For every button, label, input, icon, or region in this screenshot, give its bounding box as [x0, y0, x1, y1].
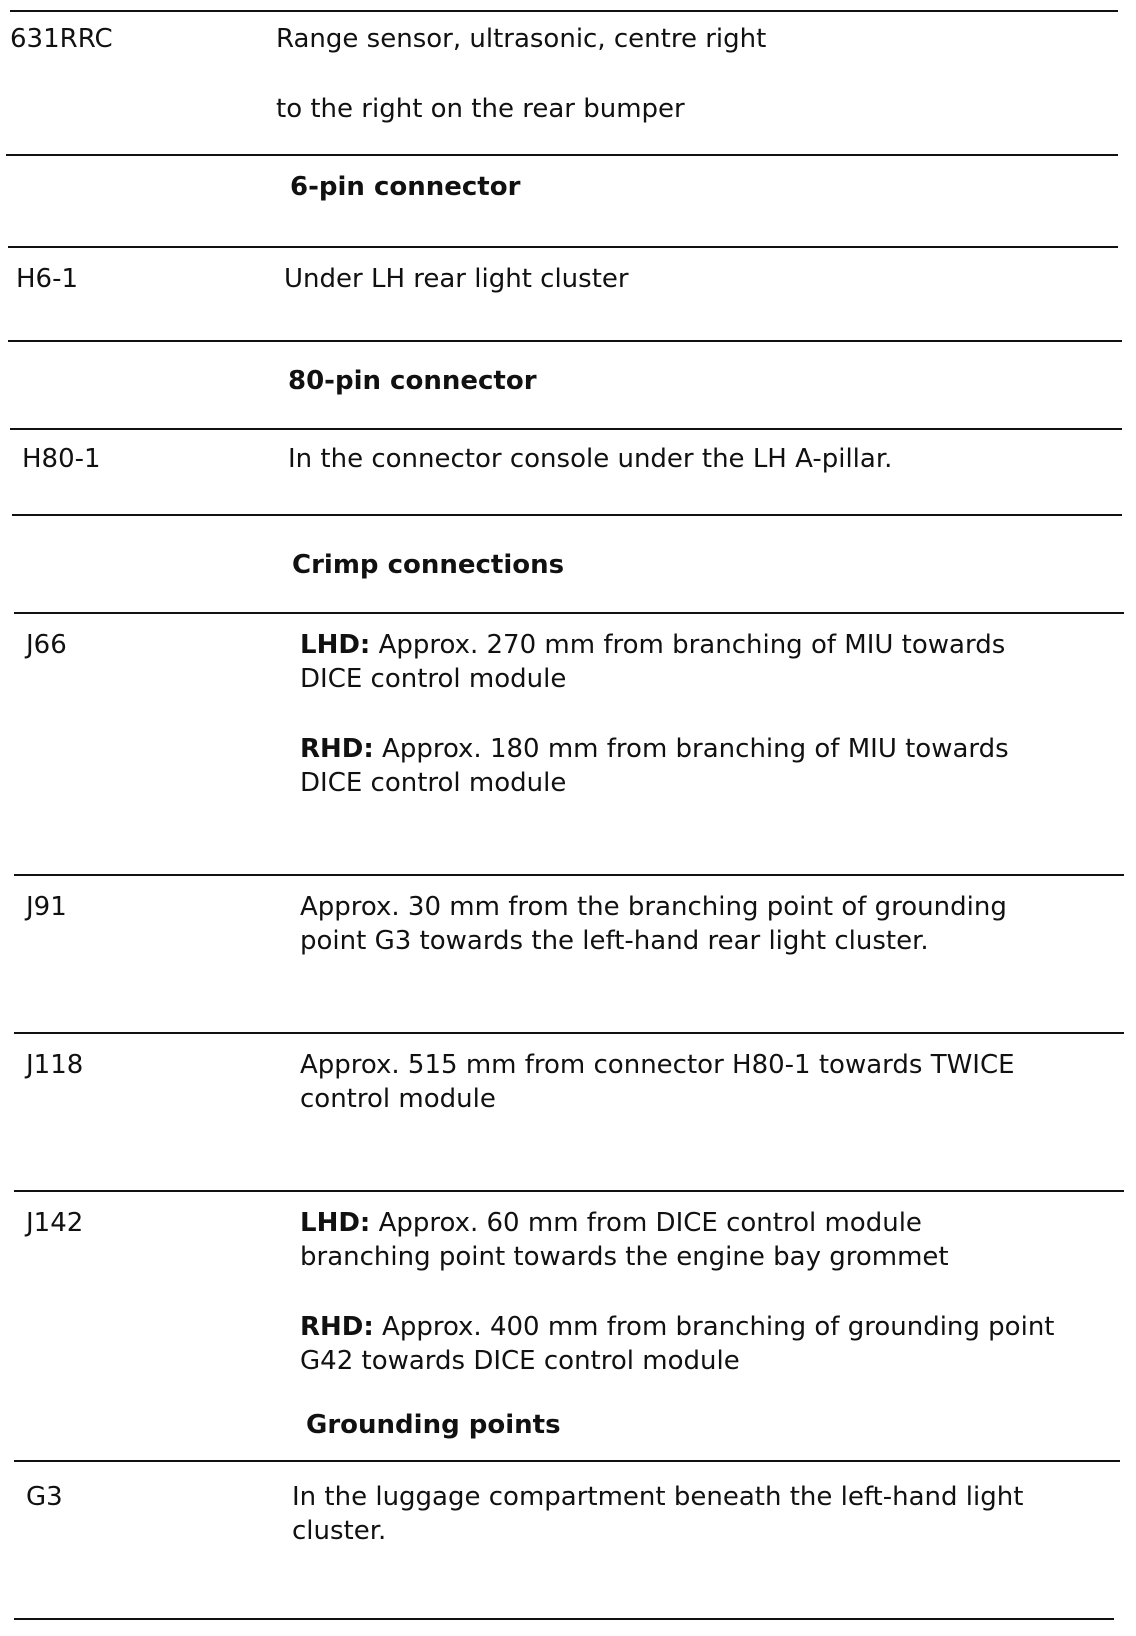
row-divider: [8, 340, 1122, 342]
ground-location: In the luggage compartment beneath the left-hand light: [292, 1482, 1024, 1512]
ground-location-cont: cluster.: [292, 1516, 387, 1546]
lhd-text: Approx. 60 mm from DICE control module: [370, 1208, 922, 1238]
rhd-label: RHD:: [300, 734, 374, 764]
connector-location: In the connector console under the LH A-pillar.: [288, 444, 893, 474]
rhd-text: Approx. 400 mm from branching of grounding point: [373, 1312, 1055, 1342]
row-divider: [10, 428, 1122, 430]
crimp-location-rhd-cont: G42 towards DICE control module: [300, 1346, 740, 1376]
ground-code: G3: [26, 1482, 63, 1512]
crimp-location-cont: point G3 towards the left-hand rear light cluster.: [300, 926, 929, 956]
row-divider: [14, 1032, 1124, 1034]
crimp-code: J142: [26, 1208, 84, 1238]
row-divider: [6, 154, 1118, 156]
row-divider: [14, 1190, 1124, 1192]
section-heading: 6-pin connector: [290, 172, 521, 202]
lhd-label: LHD:: [300, 1208, 371, 1238]
component-location: to the right on the rear bumper: [276, 94, 685, 124]
crimp-location-lhd: [300, 628, 1005, 662]
section-heading: 80-pin connector: [288, 366, 537, 396]
connector-location: Under LH rear light cluster: [284, 264, 629, 294]
row-divider: [14, 1460, 1120, 1462]
crimp-code: J66: [26, 630, 67, 660]
crimp-location-rhd: [300, 1310, 1055, 1344]
crimp-location-rhd-cont: DICE control module: [300, 768, 567, 798]
row-divider: [12, 514, 1122, 516]
row-divider: [14, 874, 1124, 876]
lhd-text: Approx. 270 mm from branching of MIU towards: [370, 630, 1006, 660]
section-heading: Grounding points: [306, 1410, 561, 1440]
connector-code: H80-1: [22, 444, 101, 474]
row-divider: [8, 246, 1118, 248]
lhd-label: LHD:: [300, 630, 371, 660]
crimp-location-lhd-cont: branching point towards the engine bay grommet: [300, 1242, 949, 1272]
crimp-location-cont: control module: [300, 1084, 496, 1114]
row-divider: [14, 1618, 1114, 1620]
crimp-code: J118: [26, 1050, 84, 1080]
rhd-label: RHD:: [300, 1312, 374, 1342]
section-heading: Crimp connections: [292, 550, 565, 580]
row-divider: [14, 612, 1124, 614]
crimp-location-lhd: [300, 1206, 922, 1240]
crimp-location-lhd-cont: DICE control module: [300, 664, 567, 694]
rhd-text: Approx. 180 mm from branching of MIU towards: [373, 734, 1009, 764]
crimp-location-rhd: [300, 732, 1009, 766]
crimp-location: Approx. 30 mm from the branching point of grounding: [300, 892, 1007, 922]
component-description: Range sensor, ultrasonic, centre right: [276, 24, 767, 54]
crimp-location: Approx. 515 mm from connector H80-1 towards TWICE: [300, 1050, 1015, 1080]
connector-code: H6-1: [16, 264, 79, 294]
component-code: 631RRC: [10, 24, 113, 54]
crimp-code: J91: [26, 892, 67, 922]
row-divider: [10, 10, 1118, 12]
